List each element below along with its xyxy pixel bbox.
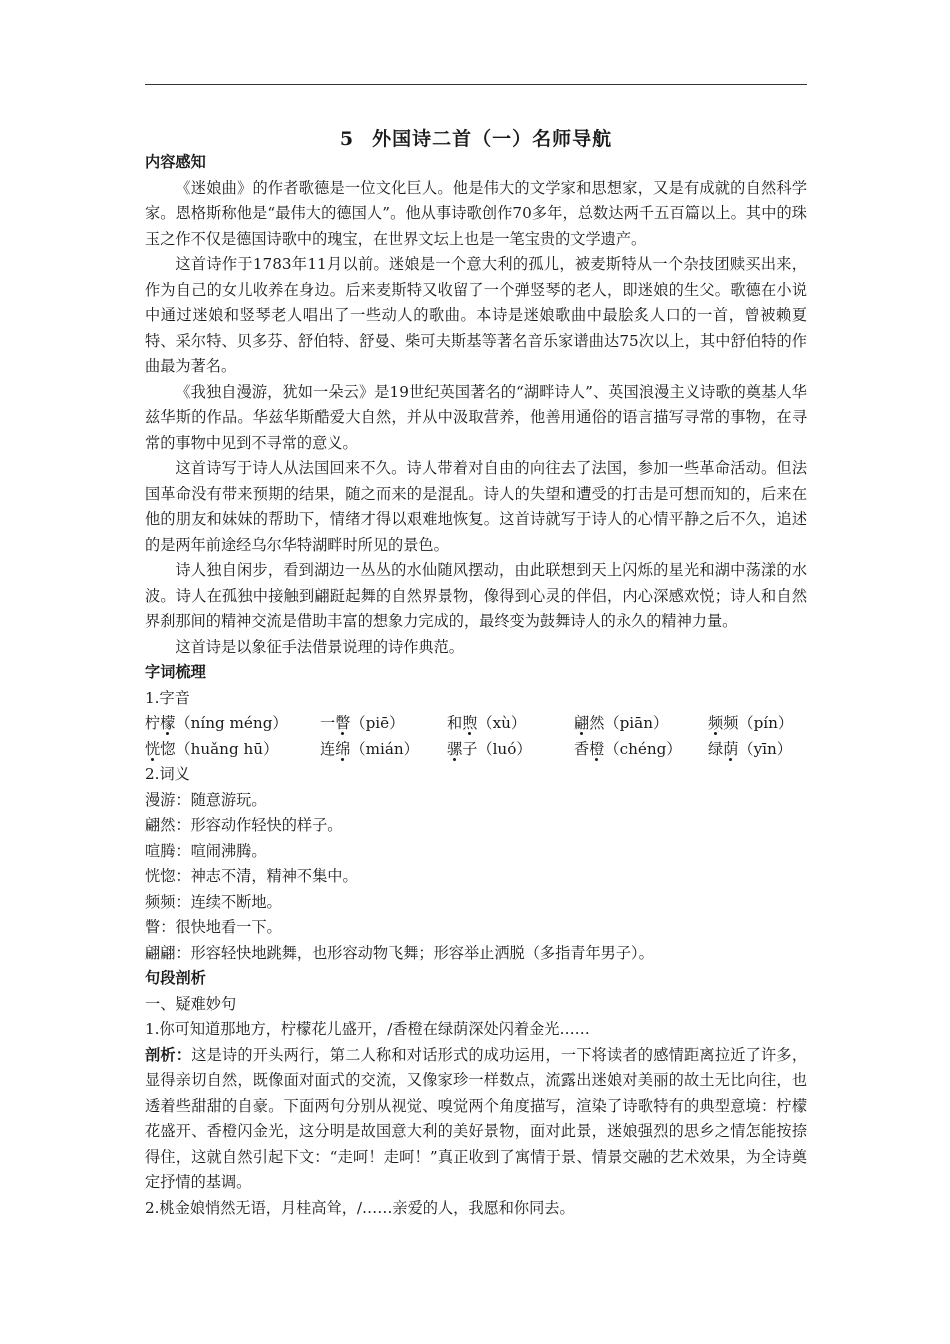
word-char: 子: [462, 739, 478, 758]
pinyin: （yīn）: [738, 739, 792, 758]
word-char: 香: [574, 739, 590, 758]
pinyin: （níng méng）: [175, 714, 288, 732]
pronunciation-item: [574, 737, 708, 763]
word-char: 惚: [160, 739, 176, 758]
pronunciation-item: [320, 711, 447, 737]
word-char: 连: [320, 739, 336, 758]
emphasized-char: 煦: [462, 714, 478, 732]
pronunciation-item: [708, 711, 807, 737]
sub-heading: 2.词义: [145, 765, 190, 783]
emphasized-char: 绵: [335, 739, 351, 758]
pinyin: （pín）: [738, 714, 794, 732]
quoted-sentence: 1.你可知道那地方，柠檬花儿盛开，/香橙在绿荫深处闪着金光……: [145, 1020, 590, 1038]
section-heading: 字词梳理: [145, 663, 206, 681]
pinyin: （chéng）: [604, 739, 682, 758]
pinyin: （huǎng hū）: [175, 739, 279, 758]
definition-list: [145, 788, 807, 967]
pronunciation-item: [145, 737, 320, 763]
definition-item: 喧腾：喧闹沸腾。: [145, 841, 267, 860]
paragraph: 《我独自漫游，犹如一朵云》是19世纪英国著名的“湖畔诗人”、英国浪漫主义诗歌的奠基人华兹华斯的作品。华兹华斯酷爱大自然，并从中汲取营养，他善用通俗的语言描写寻常的事物，在寻常的事物中见到不寻常的意义。: [145, 382, 807, 452]
title-number: 5: [339, 128, 355, 150]
emphasized-char: 橙: [589, 739, 605, 758]
section-heading: 句段剖析: [145, 969, 206, 987]
emphasized-char: 檬: [160, 714, 176, 732]
paragraph: 《迷娘曲》的作者歌德是一位文化巨人。他是伟大的文学家和思想家，又是有成就的自然科学家。恩格斯称他是“最伟大的德国人”。他从事诗歌创作70多年，总数达两千五百篇以上。其中的珠玉之作不仅是德国诗歌中的瑰宝，在世界文坛上也是一笔宝贵的文学遗产。: [145, 178, 807, 248]
emphasized-char: 恍: [145, 739, 161, 758]
word-char: 然: [589, 714, 605, 732]
word-char: 和: [447, 714, 463, 732]
paragraph: 这首诗作于1783年11月以前。迷娘是一个意大利的孤儿，被麦斯特从一个杂技团赎买出来，作为自己的女儿收养在身边。后来麦斯特又收留了一个弹竖琴的老人，即迷娘的生父。歌德在小说中通过迷娘和竖琴老人唱出了一些动人的歌曲。本诗是迷娘歌曲中最脍炙人口的一首，曾被赖夏特、采尔特、贝多芬、舒伯特、舒曼、柴可夫斯基等著名音乐家谱曲达75次以上，其中舒伯特的作曲最为著名。: [145, 255, 807, 375]
pinyin: （piān）: [604, 714, 669, 732]
paragraph: 这首诗是以象征手法借景说理的诗作典范。: [175, 637, 464, 656]
word-char: 柠: [145, 714, 161, 732]
word-char: 绿: [708, 739, 724, 758]
emphasized-char: 翩: [574, 714, 590, 732]
page-title: [145, 124, 807, 151]
paragraph: 这首诗写于诗人从法国回来不久。诗人带着对自由的向往去了法国，参加一些革命活动。但法国革命没有带来预期的结果，随之而来的是混乱。诗人的失望和遭受的打击是可想而知的，后来在他的朋友和妹妹的帮助下，情绪才得以艰难地恢复。这首诗就写于诗人的心情平静之后不久，追述的是两年前途经乌尔华特湖畔时所见的景色。: [145, 459, 807, 554]
pronunciation-item: [145, 711, 320, 737]
pronunciation-item: [447, 737, 574, 763]
header-rule: [145, 84, 807, 85]
definition-item: 翩然：形容动作轻快的样子。: [145, 816, 343, 834]
pinyin: （xù）: [477, 714, 527, 732]
pronunciation-row: [145, 711, 807, 737]
pronunciation-item: [320, 737, 447, 763]
definition-item: 漫游：随意游玩。: [145, 790, 267, 809]
sub-heading: 一、疑难妙句: [145, 994, 237, 1013]
pronunciation-row: [145, 737, 807, 763]
word-char: 一: [320, 714, 336, 732]
definition-item: 翩翩：形容轻快地跳舞，也形容动物飞舞；形容举止洒脱（多指青年男子）。: [145, 943, 654, 962]
quoted-sentence: 2.桃金娘悄然无语，月桂高耸，/……亲爱的人，我愿和你同去。: [145, 1198, 575, 1217]
definition-item: 恍惚：神志不清，精神不集中。: [145, 867, 358, 885]
analysis-label: 剖析：: [145, 1045, 192, 1064]
emphasized-char: 瞥: [335, 714, 351, 732]
sub-heading: 1.字音: [145, 688, 190, 707]
emphasized-char: 荫: [723, 739, 739, 758]
pronunciation-item: [447, 711, 574, 737]
paragraph: 诗人独自闲步，看到湖边一丛丛的水仙随风摆动，由此联想到天上闪烁的星光和湖中荡漾的水波。诗人在孤独中接触到翩跹起舞的自然界景物，像得到心灵的伴侣，内心深感欢悦；诗人和自然界刹那间的精神交流是借助丰富的想象力完成的，最终变为鼓舞诗人的永久的精神力量。: [145, 561, 807, 630]
analysis-text: 这是诗的开头两行，第二人称和对话形式的成功运用，一下将读者的感情距离拉近了许多，显得亲切自然，既像面对面式的交流，又像家珍一样数点，流露出迷娘对美丽的故土无比向往，也透着些甜甜的自豪。下面两句分别从视觉、嗅觉两个角度描写，渲染了诗歌特有的典型意境：柠檬花盛开、香橙闪金光，这分明是故国意大利的美好景物，面对此景，迷娘强烈的思乡之情怎能按捺得住，这就自然引起下文：“走呵！走呵！”真正收到了寓情于景、情景交融的艺术效果，为全诗奠定抒情的基调。: [145, 1045, 808, 1191]
pronunciation-item: [708, 737, 807, 763]
document-body: [145, 150, 807, 1221]
word-char: 频: [723, 714, 739, 732]
emphasized-char: 频: [708, 714, 724, 732]
section-heading: 内容感知: [145, 153, 206, 171]
pinyin: （mián）: [350, 739, 419, 758]
emphasized-char: 骡: [447, 739, 463, 758]
pronunciation-item: [574, 711, 708, 737]
pinyin: （piē）: [350, 714, 405, 732]
title-text: 外国诗二首（一）名师导航: [372, 128, 613, 150]
analysis-paragraph: [145, 1043, 807, 1196]
definition-item: 频频：连续不断地。: [145, 892, 282, 911]
definition-item: 瞥：很快地看一下。: [145, 918, 282, 936]
pinyin: （luó）: [477, 739, 532, 758]
